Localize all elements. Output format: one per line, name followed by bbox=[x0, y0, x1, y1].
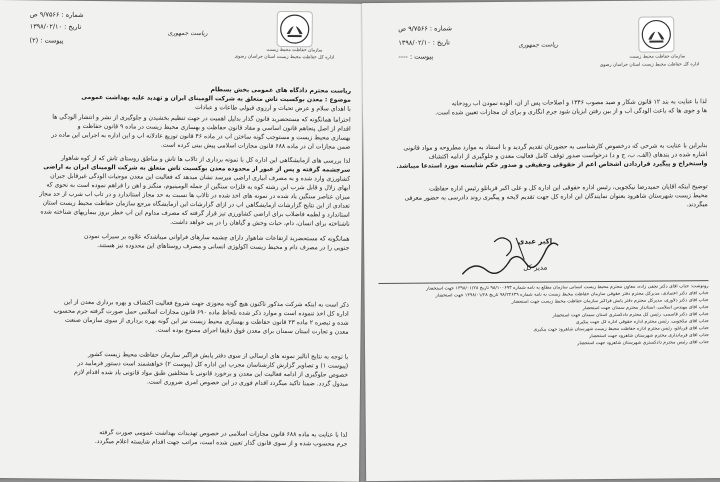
body-line: اشاره شده در بندهای (الف، ب، ج و د) درخواست صدور توقف کامل فعالیت معدن و جلوگیری از ادامه اکتشاف bbox=[428, 151, 708, 161]
ministry-subcaption: اداره کل حفاظت محیط زیست استان خراسان رضوی bbox=[599, 62, 700, 69]
body-line: ذکر است به اینکه شرکت مذکور تاکنون هیچ گونه مجوزی جهت شروع فعالیت اکتشاف و بهره برداری معدن از این bbox=[63, 298, 349, 309]
body-line: مبذول گردد. ضمناً تأکید میگردد اقدام فوری در این خصوص امری ضروری است. bbox=[146, 378, 349, 388]
body-line: توضیح اینکه آقایان حمیدرضا نیکجویی، رئیس اداره حقوقی این اداره کل و علی اکبر قربانلو رئیس اداره حفاظت bbox=[429, 183, 708, 193]
body-line: احتراماً همانگونه که مستحضرید قانون گذار بدلیل اهمیت در جهت تنظیم بخشیدن و جلوگیری از نشر و انتشار آلودگی ها bbox=[52, 113, 351, 124]
ministry-caption: سازمان حفاظت محیط زیست bbox=[629, 54, 686, 60]
addressee-line: ریاست محترم دادگاه های عمومی بخش بسطام bbox=[210, 86, 352, 95]
body-line: جنوبی را در مصرف دام و محیط زیست اکولوژی انسانی و مصرف روستاهای این محدوده نیز هستند. bbox=[97, 242, 350, 252]
signatory-title: مدیر کل bbox=[523, 263, 548, 272]
greeting-line: با اهدای سلام و عرض تحیات و آرزوی قبولی طاعات و عبادات bbox=[195, 104, 351, 113]
body-line: تعدادی از این نتایج گزارشات آزمایشگاهی آب در ازای گزارشات این آزمایشگاه مرجع سازمان حفاظت محیط زیست استان bbox=[42, 199, 350, 210]
body-line: میگردند. bbox=[686, 201, 708, 209]
body-line: بنابراین با عنایت به شرحی که درخصوص کارشناسی به حضورتان تقدیم گردید و با استناد به موارد مطروحه و مواد قانونی bbox=[403, 142, 708, 152]
body-line: کشاورزی وارد شده و به مصرف آبیاری اراضی میرسد نشان میدهد که فعالیت این معدن موجبات آلودگی غیرقابل جبران bbox=[50, 172, 351, 183]
cc-line: جناب آقای قربانلو، رئیس محترم اداره حفاظت محیط زیست شهرستان شاهرود جهت پیگیری bbox=[533, 326, 709, 333]
letter-date: تاریخ : ۱۳۹۸/۰۲/۱۰ bbox=[29, 22, 82, 31]
body-line: ناشناخته برای انسان، دام، حیات وحش و گیاهان را در پی خواهد داشت. bbox=[170, 218, 350, 228]
letter-page-right bbox=[362, 0, 720, 481]
body-line: همانگونه که مستحضرید ارتفاعات شاهوار دارای چشمه سارهای فراوانی میباشدکه علاوه بر سیراب نمودن bbox=[83, 232, 350, 243]
letter-number: شماره : ۹/۷۵۶۶ ص bbox=[398, 24, 452, 33]
body-line: آبهای زلال و قابل شرب این رشته کوه به فلزات سنگین از جمله آلومینیوم، منگنز و آهن را فراهم نموده است به نحوی که bbox=[46, 181, 351, 192]
presidency-label: ریاست جمهوری bbox=[518, 41, 559, 49]
body-line: محیط زیست شهرستان شاهرود بعنوان نمایندگان این اداره کل جهت تقدیم لایحه و پیگیری روند دادرسی به حضور معرفی bbox=[404, 192, 708, 202]
cc-line: جناب آقای مهندس اسلامی، استاندار محترم سمنان جهت استحضار bbox=[582, 305, 709, 312]
cc-line: رونوشت: جناب آقای دکتر نجفی زاده، معاون محترم محیط زیست انسانی سازمان مطلع به نامه شماره ۹۸/۱۰۰۶۹۳ تاریخ ۱۳۹۸/۰۱/۲۸ جهت استحضار bbox=[425, 284, 709, 292]
body-line: لذا بررسی های آزمایشگاهی این اداره کل با نمونه برداری از تالاب ها تاش و مناطق روستای تاش که از کوه شاهوار bbox=[60, 154, 351, 165]
body-line: ضمن مجازات آن در ماده ۶۸۸ قانون مجازات اسلامی پیش بینی کرده است. bbox=[160, 141, 351, 151]
body-line: لذا با عنایت به ماده ۶۸۸ قانون مجازات اسلامی در خصوص تهدیدات بهداشت عمومی صورت گرفته bbox=[99, 429, 348, 439]
cc-line: جناب آقای نیکجویی، رئیس محترم اداره حقوقی اداره کل جهت پیگیری bbox=[575, 319, 709, 326]
emblem-logo bbox=[277, 11, 313, 47]
cc-line: جناب آقای دکتر دلاوری، مدیرکل محترم دفتر پایش فراگیر سازمان حفاظت محیط زیست جهت استحضار bbox=[511, 298, 709, 305]
body-line: میزان عناصر سنگین یاد شده در نمونه های اخذ شده در تالاب ها نسبت به حد مجاز استاندارد و در تاب آب شرب از حد مجاز bbox=[39, 190, 350, 201]
body-line: خصوص جلوگیری از ادامه فعالیت این معدن و برخورد قانونی با متخلفین طبق مواد قانونی یاد شده اقدام لازم bbox=[73, 368, 349, 379]
body-line: اقدام از اصل پنجاهم قانون اساسی و مفاد قانون حفاظت و بهسازی محیط زیست در ماده ۹ قانون حفاظت و bbox=[77, 122, 351, 133]
body-line: بهسازی محیط زیست و مستوجب گونه ساختن آب در ماده ۴۶ قانون توزیع عادلانه آب و این اداره به اجرایی این ماده در bbox=[51, 131, 351, 142]
letter-date: تاریخ : ۱۳۹۸/۰۲/۱۰ bbox=[398, 38, 450, 47]
ministry-subcaption: اداره کل حفاظت محیط زیست استان خراسان رضوی bbox=[234, 54, 335, 61]
body-line: لذا با عنایت به بند ۱۲ قانون شکار و صید مصوب ۱۳۴۶ و اصلاحات پس از آن، آلوده نمودن آب رودخانه bbox=[451, 98, 707, 108]
doe-emblem-icon bbox=[639, 17, 673, 51]
body-line: شده و تبصره ۲ ماده ۲۳ قانون حفاظت و بهسازی محیط زیست نیز این گونه بهره برداری از سوی سازمان صنعت bbox=[64, 316, 349, 327]
ministry-caption: سازمان حفاظت محیط زیست bbox=[266, 47, 323, 54]
letter-number: شماره : ۹/۷۵۶۶ ص bbox=[29, 10, 84, 19]
body-line-highlight: سرچشمه گرفته و پس از عبور از محدوده معدن بوکسیت تاش متعلق به شرکت آلومینای ایران به اراضی bbox=[43, 163, 351, 174]
cc-line: جناب آقای رئیس محترم دادگستری شهرستان شاهرود جهت استحضار bbox=[577, 340, 710, 347]
body-line: اداره کل اخذ ننموده است و موارد ذکر شده بلحاظ ماده ۶۹۰ قانون مجازات اسلامی حمل صورت گرفته جرم محسوب bbox=[53, 307, 349, 318]
body-line: استاندارد و لطمه فاضلاب برای اراضی کشاورزی تیز قرار گرفته که مصرف مداوم این آب خطر بروز بیماریهای شناخته شده bbox=[40, 208, 350, 219]
signatory-name: اکبر عبدی bbox=[517, 237, 553, 246]
body-line: جرم محسوب شده و از سوی قانون گذار تعیین شده است، مراتب جهت اقدام شایسته اعلام میگردد. bbox=[94, 438, 348, 448]
cc-line: جناب آقای فرمانداری محترم شهرستان شاهرود جهت استحضار bbox=[589, 333, 709, 340]
body-line-highlight: واستخراج و پیگیرد قراردادن اشخاص اعم از حقوقی وحقیقی و صدور حکم شایسته مورد استدعا میباشد. bbox=[396, 160, 708, 170]
body-line: (پیوست ۱) و تصاویر گزارش کارشناسان مجرب این اداره کل (پیوست ۲) خواهشمند است دستور فرمایید در bbox=[77, 359, 349, 370]
cc-line: جناب آقای دکتر قاسمی، رئیس کل محترم دادگستری استان سمنان جهت استحضار bbox=[552, 312, 709, 319]
letter-attachment: پیوست : (۲) bbox=[29, 36, 64, 45]
cc-line: جناب آقای دکتر اعتمادی، مدیرکل محترم دفتر حقوقی سازمان حفاظت محیط زیست به نامه شماره ۹۸/۲۲۶۳۹ تاریخ ۱۳۹۸/۰۱/۲۸ جهت استحضار bbox=[435, 291, 709, 299]
body-line: معدن و تجارت استان سمنان برای معدن فوق دقیقاً اجرای ممنوع بوده است. bbox=[155, 326, 349, 336]
letter-attachment: پیوست : ---- bbox=[398, 52, 434, 61]
subject-line: موضوع : معدن بوکسیت تاش متعلق به شرکت آلومینای ایران و تهدید علیه بهداشت عمومی bbox=[81, 93, 352, 104]
body-line: با توجه به نتایج آنالیز نمونه های ارسالی از سوی دفتر پایش فراگیر سازمان حفاظت محیط زیست کشور bbox=[87, 350, 349, 361]
doe-emblem-icon bbox=[278, 12, 312, 46]
body-line: ها و جوی ها که باعث آلودگی آب و از بین رفتن آبزیان شود جرم انگاری و برای آن مجازات تعیین شده است. bbox=[435, 107, 707, 117]
presidency-label: ریاست جمهوری bbox=[167, 29, 208, 38]
emblem-logo bbox=[638, 16, 674, 52]
